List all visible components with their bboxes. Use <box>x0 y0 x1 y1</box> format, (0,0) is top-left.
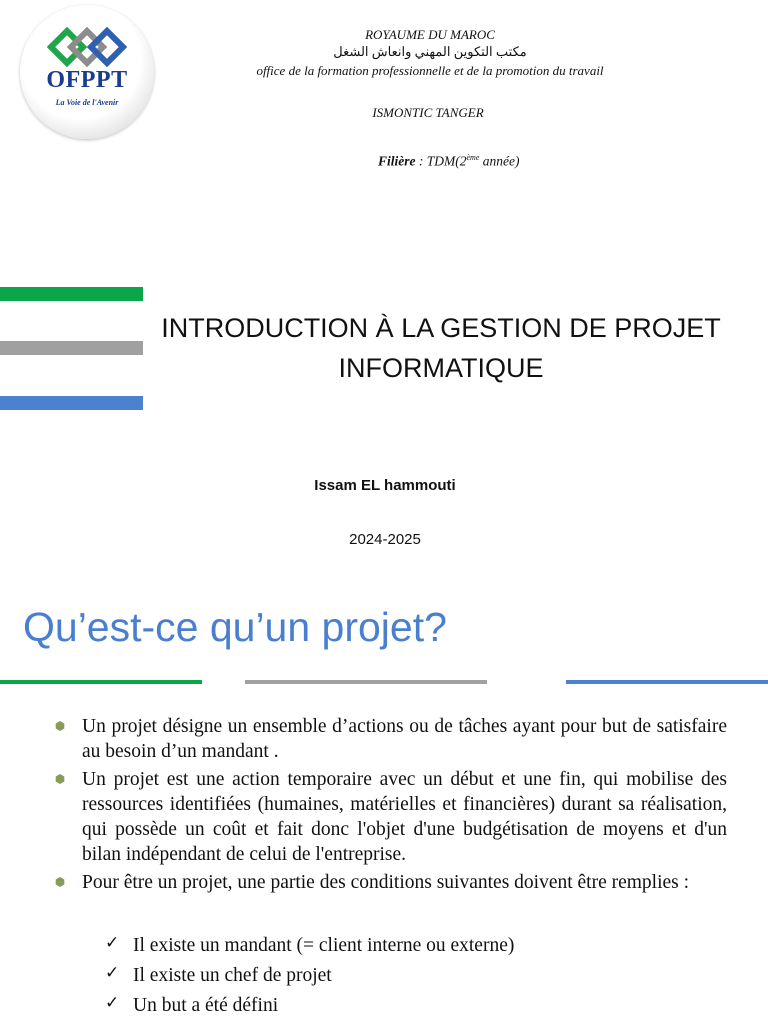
green-bar <box>0 287 143 301</box>
logo-tagline: La Voie de l'Avenir <box>55 98 119 107</box>
list-item <box>55 870 727 895</box>
header-country: ROYAUME DU MAROC <box>365 27 495 42</box>
check-text: Il existe un chef de projet <box>133 965 332 986</box>
content-slide <box>0 578 768 1024</box>
bullet-text: Un projet désigne un ensemble d’actions ou de tâches ayant pour but de satisfaire au besoin d’un mandant . <box>82 716 727 762</box>
ofppt-logo-icon <box>47 27 127 67</box>
checkmark-icon: ✓ <box>105 963 120 983</box>
list-item <box>105 961 514 991</box>
list-item <box>55 714 727 764</box>
bullet-text: Pour être un projet, une partie des conditions suivantes doivent être remplies : <box>82 872 690 893</box>
check-text: Un but a été défini <box>133 995 279 1016</box>
bullet-text: Un projet est une action temporaire avec un début et une fin, qui mobilise des ressources identifiées (humaines, matérielles et financières) durant sa réalisation, qui possède un coût et fait donc l'objet d'une budgétisation de moyens et d'un bilan indépendant de celui de l'entreprise. <box>82 769 727 865</box>
slide-title-line1: INTRODUCTION À LA GESTION DE PROJET <box>161 313 721 343</box>
author-name: Issam EL hammouti <box>314 477 456 494</box>
green-divider <box>0 680 202 684</box>
slide-title <box>148 308 734 388</box>
filiere-sup: ème <box>466 153 480 162</box>
bullet-dot-icon <box>55 877 65 887</box>
check-text: Il existe un mandant (= client interne ou externe) <box>133 935 515 956</box>
bullet-dot-icon <box>55 774 65 784</box>
header-arabic: مكتب التكوين المهني وانعاش الشغل <box>333 44 527 59</box>
list-item <box>105 931 514 961</box>
filiere-sep: : <box>415 153 427 169</box>
filiere-label: Filière <box>378 153 416 169</box>
blue-bar <box>0 396 143 410</box>
gray-divider <box>245 680 487 684</box>
bullet-dot-icon <box>55 721 65 731</box>
check-list <box>105 931 514 1021</box>
checkmark-icon: ✓ <box>105 993 120 1013</box>
bullet-list <box>55 714 727 898</box>
academic-year: 2024-2025 <box>349 531 421 548</box>
list-item <box>55 767 727 867</box>
gray-bar <box>0 341 143 355</box>
header-institute: ISMONTIC TANGER <box>372 105 484 120</box>
checkmark-icon: ✓ <box>105 933 120 953</box>
slide-title-line2: INFORMATIQUE <box>338 353 544 383</box>
ofppt-logo <box>20 5 154 139</box>
header-office: office de la formation professionnelle et de la promotion du travail <box>256 63 604 78</box>
filiere-suffix: année) <box>479 153 520 169</box>
list-item <box>105 991 514 1021</box>
content-slide-title: Qu’est-ce qu’un projet? <box>23 604 447 650</box>
filiere-line <box>378 153 520 170</box>
logo-name: OFPPT <box>46 67 128 93</box>
blue-divider <box>566 680 768 684</box>
filiere-value: TDM(2 <box>426 153 467 169</box>
